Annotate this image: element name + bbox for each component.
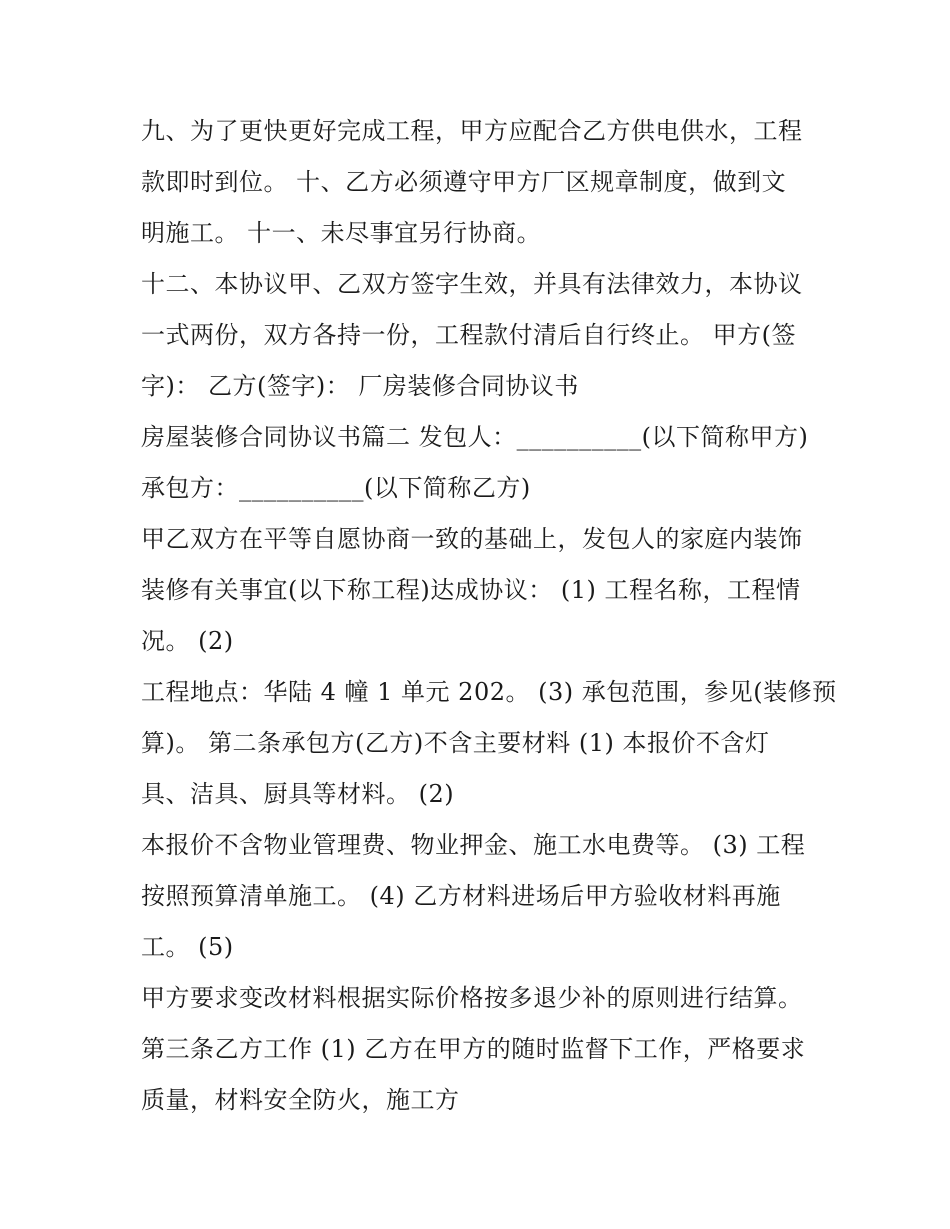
text-line: 具、洁具、厨具等材料。 (2) — [141, 780, 455, 808]
text-line: 九、为了更快更好完成工程，甲方应配合乙方供电供水，工程 — [141, 117, 803, 145]
text-line: 第三条乙方工作 (1) 乙方在甲方的随时监督下工作，严格要求 — [141, 1035, 806, 1063]
text-line: 算)。 第二条承包方(乙方)不含主要材料 (1) 本报价不含灯 — [141, 729, 770, 757]
text-line: 甲乙双方在平等自愿协商一致的基础上，发包人的家庭内装饰 — [141, 525, 803, 553]
text-line: 甲方要求变改材料根据实际价格按多退少补的原则进行结算。 — [141, 984, 803, 1012]
document-body — [141, 106, 837, 1126]
text-line: 房屋装修合同协议书篇二 发包人：__________(以下简称甲方) — [141, 423, 809, 451]
text-line: 质量，材料安全防火，施工方 — [141, 1086, 460, 1114]
text-line: 十二、本协议甲、乙双方签字生效，并具有法律效力，本协议 — [141, 270, 803, 298]
text-line: 按照预算清单施工。 (4) 乙方材料进场后甲方验收材料再施 — [141, 882, 781, 910]
text-line: 工。 (5) — [141, 933, 234, 961]
text-line: 字)： 乙方(签字)： 厂房装修合同协议书 — [141, 372, 579, 400]
text-line: 本报价不含物业管理费、物业押金、施工水电费等。 (3) 工程 — [141, 831, 806, 859]
text-line: 明施工。 十一、未尽事宜另行协商。 — [141, 219, 542, 247]
text-line: 况。 (2) — [141, 627, 234, 655]
text-line: 装修有关事宜(以下称工程)达成协议： (1) 工程名称，工程情 — [141, 576, 801, 604]
text-line: 工程地点：华陆 4 幢 1 单元 202。 (3) 承包范围，参见(装修预 — [141, 678, 837, 706]
text-line: 一式两份，双方各持一份，工程款付清后自行终止。 甲方(签 — [141, 321, 796, 349]
text-line: 承包方：__________(以下简称乙方) — [141, 474, 531, 502]
text-line: 款即时到位。 十、乙方必须遵守甲方厂区规章制度，做到文 — [141, 168, 787, 196]
